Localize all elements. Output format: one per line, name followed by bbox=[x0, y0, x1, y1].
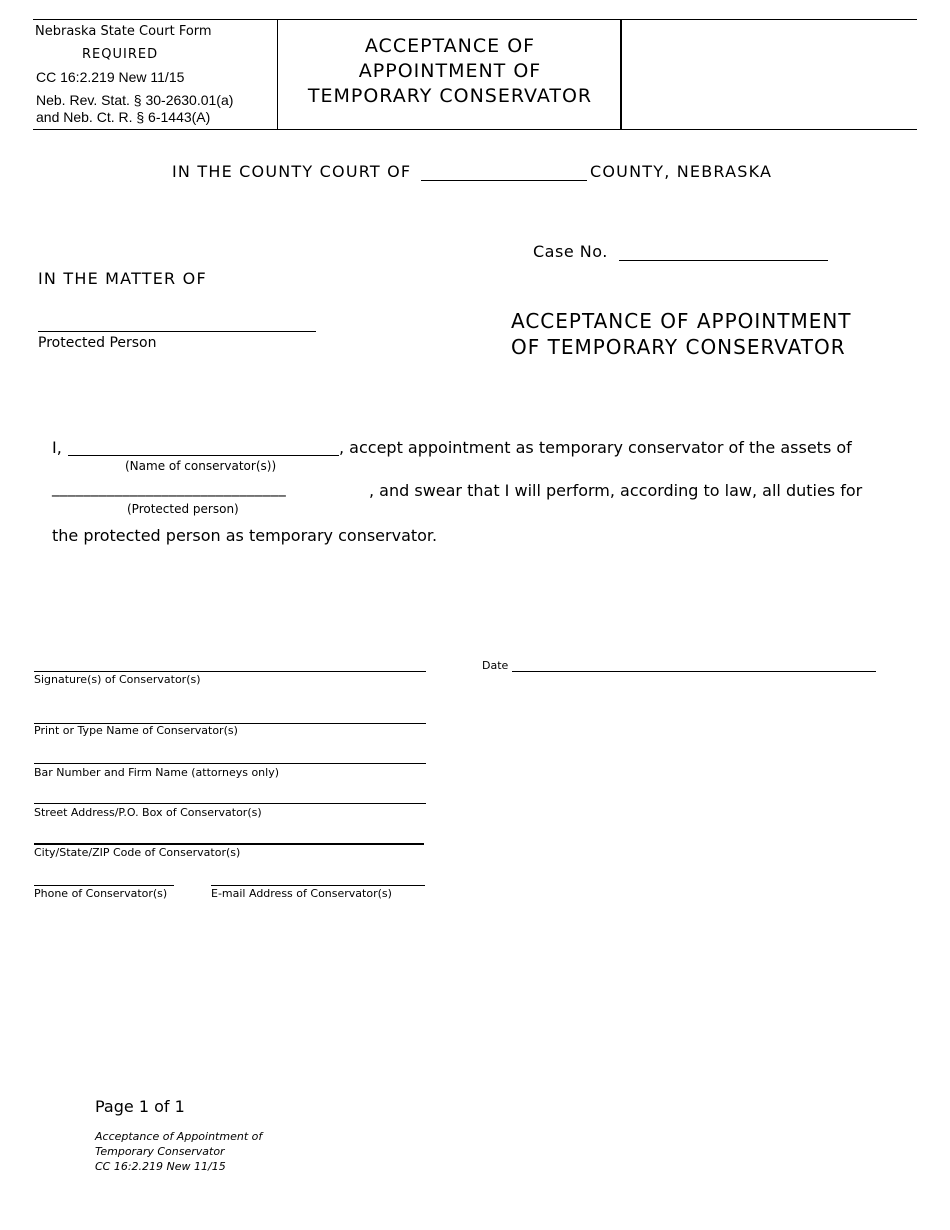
doc-title bbox=[511, 308, 852, 360]
city-state-zip-field[interactable] bbox=[34, 843, 424, 845]
signature-field[interactable] bbox=[34, 671, 426, 672]
protected-person-label: Protected Person bbox=[38, 335, 157, 351]
required-label: REQUIRED bbox=[82, 47, 159, 62]
statute-line1: Neb. Rev. Stat. § 30-2630.01(a) bbox=[36, 92, 234, 108]
conservator-name-field[interactable] bbox=[68, 455, 339, 456]
statement-line3: the protected person as temporary conservator. bbox=[52, 526, 438, 545]
statement-line1: , accept appointment as temporary conservator of the assets of bbox=[339, 438, 852, 457]
header-title-line1: ACCEPTANCE OF bbox=[364, 35, 536, 57]
header-divider-right bbox=[620, 20, 622, 130]
name-caption: (Name of conservator(s)) bbox=[125, 459, 277, 473]
header-title-line2: APPOINTMENT OF bbox=[358, 60, 542, 82]
doc-title-line1: ACCEPTANCE OF APPOINTMENT bbox=[511, 309, 852, 333]
header-divider-left bbox=[277, 20, 278, 130]
date-label: Date bbox=[482, 659, 509, 672]
case-no-field[interactable] bbox=[619, 260, 828, 261]
page-number: Page 1 of 1 bbox=[95, 1097, 185, 1116]
phone-field[interactable] bbox=[34, 885, 174, 886]
statute-line2: and Neb. Ct. R. § 6-1443(A) bbox=[36, 109, 211, 125]
bar-number-field[interactable] bbox=[34, 763, 426, 764]
statement-i: I, bbox=[52, 438, 62, 457]
court-prefix: IN THE COUNTY COURT OF bbox=[172, 162, 412, 181]
protected-person-blank[interactable]: ______________________________ bbox=[52, 479, 286, 497]
footer-doc-line1: Acceptance of Appointment of bbox=[95, 1130, 263, 1143]
signature-label: Signature(s) of Conservator(s) bbox=[34, 673, 201, 686]
footer-doc-line3: CC 16:2.219 New 11/15 bbox=[95, 1160, 226, 1173]
header-title-line3: TEMPORARY CONSERVATOR bbox=[307, 85, 593, 107]
county-name-field[interactable] bbox=[421, 180, 587, 181]
header-title bbox=[280, 34, 620, 109]
statement-line2: , and swear that I will perform, according to law, all duties for bbox=[369, 481, 863, 500]
phone-label: Phone of Conservator(s) bbox=[34, 887, 168, 900]
form-number: CC 16:2.219 New 11/15 bbox=[36, 69, 185, 85]
form-type: Nebraska State Court Form bbox=[35, 24, 212, 39]
date-field[interactable] bbox=[512, 671, 876, 672]
header-top-border bbox=[33, 19, 917, 20]
case-no-label: Case No. bbox=[533, 242, 608, 261]
street-address-label: Street Address/P.O. Box of Conservator(s) bbox=[34, 806, 262, 819]
header-bottom-border bbox=[33, 129, 917, 130]
matter-label: IN THE MATTER OF bbox=[38, 269, 207, 288]
city-state-zip-label: City/State/ZIP Code of Conservator(s) bbox=[34, 846, 241, 859]
protected-person-field[interactable] bbox=[38, 331, 316, 332]
footer-doc-line2: Temporary Conservator bbox=[95, 1145, 225, 1158]
protected-caption: (Protected person) bbox=[127, 502, 239, 516]
doc-title-line2: OF TEMPORARY CONSERVATOR bbox=[511, 335, 846, 359]
email-field[interactable] bbox=[211, 885, 425, 886]
street-address-field[interactable] bbox=[34, 803, 426, 804]
footer-doc-info bbox=[95, 1129, 262, 1174]
court-suffix: COUNTY, NEBRASKA bbox=[590, 162, 773, 181]
bar-number-label: Bar Number and Firm Name (attorneys only) bbox=[34, 766, 280, 779]
print-name-label: Print or Type Name of Conservator(s) bbox=[34, 724, 238, 737]
email-label: E-mail Address of Conservator(s) bbox=[211, 887, 392, 900]
